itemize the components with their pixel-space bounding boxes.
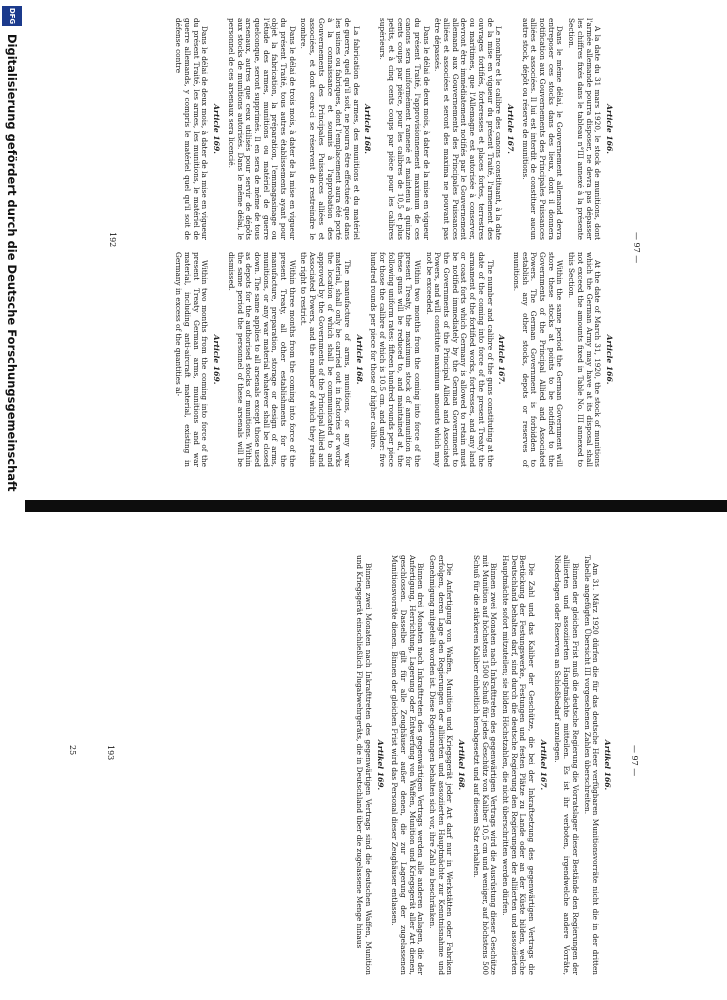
paragraph: La fabrication des armes, des munitions et du matériel de guerre, quel qu'il soit, ne pourra être effectuée que dans les usines ou fabriques, dont l'emplacement aura été porté à la connaissance et soumis à l'approbation des Gouvernements des Principales Puissances alliées et associées, et dont ceux-ci se réservent de restreindre le nombre. xyxy=(299,18,361,240)
english-text-column xyxy=(171,252,619,467)
paragraph: Binnen der gleichen Frist muß die deutsche Regierung die Vorratslager dieser Bestände den Regierungen der alliierten und assoziierten Hauptmächte mitteilen. Es ist ihr verboten, irgendwelche andere Vorräte, Niederlagen oder Reserven an Schießbedarf anzulegen. xyxy=(553,555,580,975)
footer-credit-text: Digitalisierung gefördert durch die Deutsche Forschungsgemeinschaft xyxy=(5,34,20,492)
page-number: — 97 — xyxy=(630,745,639,777)
page-footer-number: 193 xyxy=(106,745,115,761)
article-heading: Article 166. xyxy=(605,104,614,154)
article-heading: Article 168. xyxy=(354,334,364,385)
paragraph: Within two months from the coming into force of the present Treaty, the maximum stock of ammunition for these guns will be reduced to, and maintained at, the following uniform rates: fifteen hundred rounds per piece for those the calibre of which is 10.5 cm. and under: five hundred rounds per piece for those of higher calibre. xyxy=(369,252,422,467)
paragraph: Binnen zwei Monaten nach Inkrafttreten des gegenwärtigen Vertrags sind die deutschen Waffen, Munition und Kriegsgerät einschließlich Flugabwehrgeräts, die in Deutschland über die zugelassene Menge hinaus xyxy=(355,555,373,975)
paragraph: Dans le délai de deux mois, à dater de la mise en vigueur du présent Traité, l'approvisionnement maximum de ces canons sera uniformément ramené et maintenu à quinze cents coups par pièce, pour les calibres de 10,5 et plus petits, et à cinq cents coups par pièce pour les calibres supérieurs. xyxy=(378,18,431,240)
treaty-page-upper xyxy=(0,0,727,480)
page-footer-number: 192 xyxy=(108,232,117,248)
corner-number: 25 xyxy=(68,745,77,756)
article-heading: Article 168. xyxy=(363,104,373,154)
paragraph: Le nombre et le calibre des canons constituant, à la date de la mise en vigueur du présent Traité, l'armement des ouvrages fortifiés, forteresses et places fortes, terrestres ou maritimes, que l'Allemagne est autorisée à conserver, devront être immédiatement notifiés par le Gouvernement allemand aux Gouvernements des Principales Puissances alliées et associées et seront des maxima ne pouvant pas être dépassés. xyxy=(433,18,504,240)
paragraph: Within three months from the coming into force of the present Treaty, all other establishments for the manufacture, preparation, storage or design of arms, munitions, or any war material whatever shall be closed down. The same applies to all arsenals except those used as depots for the authorised stocks of munitions. Within the same period the personnel of these arsenals will be dismissed. xyxy=(226,252,297,467)
paragraph: Within the same period the German Government will store these stocks at points to be notified to the Governments of the Principal Allied and Associated Powers. The German Government is forbidden to establish any other stocks, depots or reserves of munitions. xyxy=(511,252,565,467)
paragraph: Dans le délai de deux mois, à dater de la mise en vigueur du présent Traité, les armes, les munitions, le matériel de guerre allemands, y compris le matériel quel qu'il soit de défense contre xyxy=(174,18,210,240)
article-heading: Article 167. xyxy=(497,334,507,385)
paragraph: Binnen zwei Monaten nach Inkrafttreten des gegenwärtigen Vertrags wird die Ausrüstung dieser Geschütze mit Munition auf höchstens 1500 Schuß für jedes Geschütz von Kaliber 10,5 cm und weniger, auf höchstens 500 Schuß für die stärkeren Kaliber einheitlich herabgesetzt und auf diesem Satz erhalten. xyxy=(471,555,499,975)
paragraph: The manufacture of arms, munitions, or any war material, shall only be carried out in factories or works the location of which shall be communicated to and approved by the Governments of the Principal Allied and Associated Powers, and the number of which they retain the right to restrict. xyxy=(299,252,353,467)
page-gutter-divider xyxy=(0,500,727,512)
article-heading: Article 169. xyxy=(212,334,222,385)
page-number: — 97 — xyxy=(632,232,641,264)
french-text-column xyxy=(171,18,619,240)
article-heading: Article 166. xyxy=(605,334,614,385)
paragraph: The number and calibre of the guns constituting at the date of the coming into force of the present Treaty the armament of the fortified works, fortresses, and any land or coast forts which Germany is allowed to retain must be notified immediately by the German Government to the Governments of the Principal Allied and Associated Powers, and will constitute maximum amounts which may not be exceeded. xyxy=(424,252,495,467)
paragraph: A la date du 31 mars 1920, le stock de munitions, dont l'armée allemande pourra disposer, ne devra pas dépasser les chiffres fixés dans le tableau n°III annexé à la présente Section. xyxy=(567,18,603,240)
dfg-logo-icon: DFG xyxy=(3,6,23,26)
german-text-column xyxy=(351,555,617,975)
treaty-page-lower xyxy=(0,545,727,1000)
paragraph: Dans le même délai, le Gouvernement allemand devra entreposer ces stocks dans des lieux, dont il donnera notification aux Gouvernements des Principales Puissances alliées et associées. Il lui est interdit de constituer aucun autre stock, dépôt ou réserve de munitions. xyxy=(520,18,565,240)
paragraph: Am 31. März 1920 dürfen die für das deutsche Heer verfügbaren Munitionsvorräte nicht die in der dritten Tabelle angefügten Übersicht III vorgesehenen Zahlen überschreiten. xyxy=(582,555,601,975)
article-heading: Article 167. xyxy=(505,104,515,154)
article-heading: Artikel 167. xyxy=(538,739,548,791)
paragraph: Dans le délai de trois mois, à dater de la mise en vigueur du présent Traité, tous autres établissements ayant pour objet la fabrication, la préparation, l'emmagasinage ou l'étude des armes, munitions ou matériel de guerre quelconque, seront supprimés. Il en sera de même de tous arsenaux, autres que ceux utilisés pour servir de dépôts aux stocks de munitions autorisés. Dans le même délai, le personnel de ces arsenaux sera licencié. xyxy=(226,18,297,240)
paragraph: Binnen drei Monaten nach Inkrafttreten des gegenwärtigen Vertrags werden alle anderen Anlagen, die der Anfertigung, Herrichtung, Lagerung oder Entwerfung von Waffen, Munition und Kriegsgerät aller Art dienen, geschlossen. Dasselbe gilt für alle Zeughäuser außer denen, die zur Lagerung der zugelassenen Munitionsvorräte dienen. Binnen der gleichen Frist wird das Personal dieser Zeughäuser entlassen. xyxy=(390,555,426,975)
article-heading: Article 169. xyxy=(212,104,222,154)
article-heading: Artikel 169. xyxy=(375,739,385,791)
digitization-footer xyxy=(0,0,25,1000)
paragraph: Die Zahl und das Kaliber der Geschütze, die bei der Inkraftsetzung des gegenwärtigen Vertrags die Bestückung der Festungswerke, Festungen und festen Plätze zu Lande oder an der Küste bilden, welche Deutschland behalten darf, sind durch die deutsche Regierung den Regierungen der alliierten und assoziierten Hauptmächte sofort mitzuteilen; sie bilden Höchstzahlen, die nicht überschritten werden dürfen. xyxy=(500,555,537,975)
paragraph: Within two months from the coming into force of the present Treaty German arms, munitions and war material, including anti-aircraft material, existing in Germany in excess of the quantities al- xyxy=(174,252,210,467)
paragraph: Die Anfertigung von Waffen, Munition und Kriegsgerät jeder Art darf nur in Werkstätten oder Fabriken erfolgen, deren Lage den Regierungen der alliierten und assoziierten Hauptmächte zur Kenntnisnahme und Genehmigung mitgeteilt worden ist. Diese Regierungen behalten sich vor, ihre Zahl zu beschränken. xyxy=(428,555,455,975)
article-heading: Artikel 166. xyxy=(603,739,612,791)
article-heading: Artikel 168. xyxy=(457,739,467,791)
paragraph: At the date of March 31, 1920, the stock of munitions which the German Army may have at its disposal shall not exceed the amounts fixed in Table No. III annexed to this Section. xyxy=(567,252,603,467)
